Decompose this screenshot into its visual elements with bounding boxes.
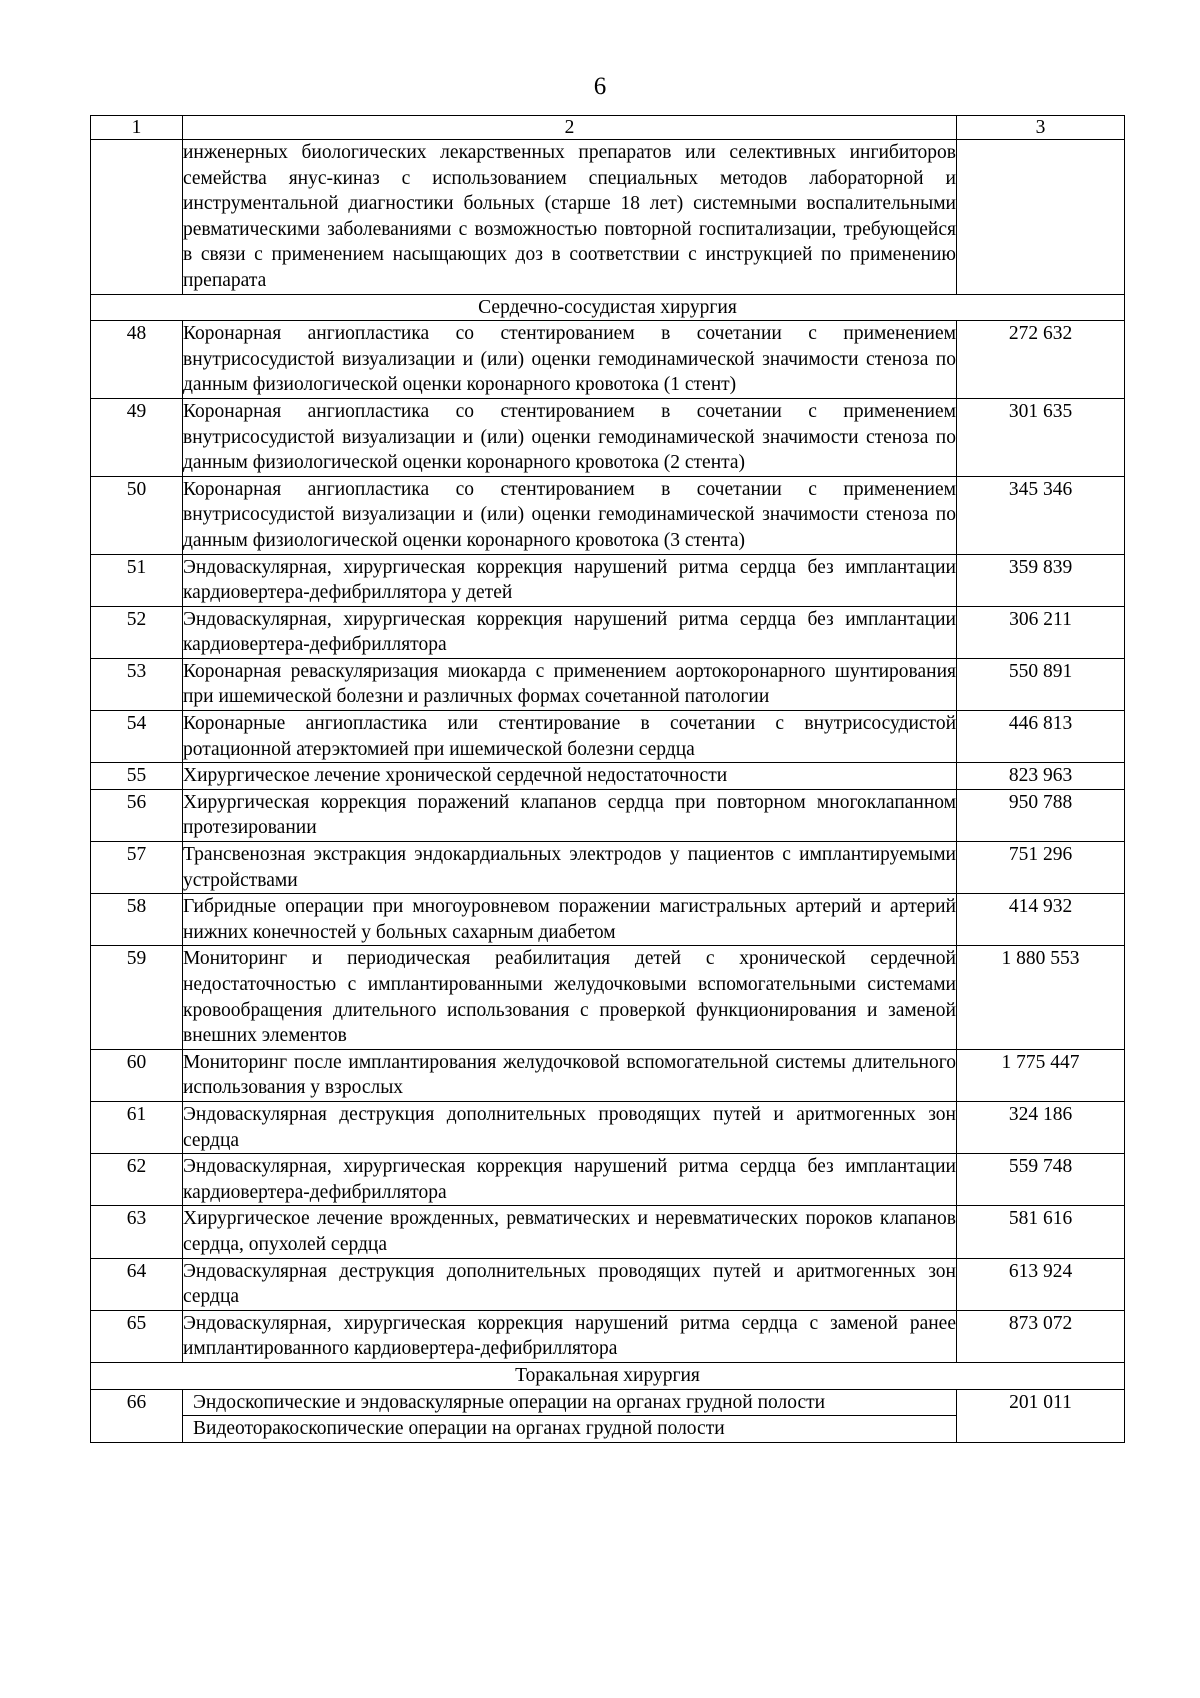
row-number: 51 (91, 554, 183, 606)
row-price: 751 296 (957, 842, 1125, 894)
row-description: Эндоваскулярная деструкция дополнительных проводящих путей и аритмогенных зон сердца (183, 1101, 957, 1153)
row-number: 48 (91, 321, 183, 399)
row-description: Коронарная реваскуляризация миокарда с применением аортокоронарного шунтирования при ишемической болезни и различных формах сочетанной патологии (183, 658, 957, 710)
row-price: 581 616 (957, 1206, 1125, 1258)
row-number: 50 (91, 476, 183, 554)
row-price: 1 880 553 (957, 946, 1125, 1049)
continuation-text: инженерных биологических лекарственных препаратов или селективных ингибиторов семейства янус-киназ с использованием специальных методов лабораторной и инструментальной диагностики больных (старше 18 лет) системными воспалительными ревматическими заболеваниями с возможностью повторной госпитализации, требующейся в связи с применением насыщающих доз в соответствии с инструкцией по применению препарата (183, 140, 957, 295)
row-price: 950 788 (957, 789, 1125, 841)
row-66-description-a: Эндоскопические и эндоваскулярные операции на органах грудной полости (183, 1390, 956, 1417)
section-row (91, 294, 1125, 321)
table-row (91, 789, 1125, 841)
row-description: Мониторинг после имплантирования желудочковой вспомогательной системы длительного использования у взрослых (183, 1049, 957, 1101)
row-description: Коронарная ангиопластика со стентированием в сочетании с применением внутрисосудистой визуализации и (или) оценки гемодинамической значимости стеноза по данным физиологической оценки коронарного кровотока (2 стента) (183, 398, 957, 476)
row-price: 306 211 (957, 606, 1125, 658)
table-row (91, 1154, 1125, 1206)
row-number: 49 (91, 398, 183, 476)
tariff-table (90, 115, 1125, 1443)
row-number: 56 (91, 789, 183, 841)
row-price: 873 072 (957, 1310, 1125, 1362)
row-description: Эндоваскулярная деструкция дополнительных проводящих путей и аритмогенных зон сердца (183, 1258, 957, 1310)
row-number: 65 (91, 1310, 183, 1362)
row-number: 54 (91, 711, 183, 763)
table-row (91, 321, 1125, 399)
row-description: Коронарная ангиопластика со стентированием в сочетании с применением внутрисосудистой визуализации и (или) оценки гемодинамической значимости стеноза по данным физиологической оценки коронарного кровотока (3 стента) (183, 476, 957, 554)
row-number: 58 (91, 894, 183, 946)
row-price: 272 632 (957, 321, 1125, 399)
row-description: Хирургическое лечение врожденных, ревматических и неревматических пороков клапанов сердца, опухолей сердца (183, 1206, 957, 1258)
table-body (91, 116, 1125, 1443)
row-description: Коронарная ангиопластика со стентированием в сочетании с применением внутрисосудистой визуализации и (или) оценки гемодинамической значимости стеноза по данным физиологической оценки коронарного кровотока (1 стент) (183, 321, 957, 399)
row-description: Эндоваскулярная, хирургическая коррекция нарушений ритма сердца без имплантации кардиовертера-дефибриллятора (183, 1154, 957, 1206)
row-price: 345 346 (957, 476, 1125, 554)
header-row (91, 116, 1125, 140)
page-number: 6 (593, 73, 607, 100)
section-row (91, 1362, 1125, 1389)
row-number: 62 (91, 1154, 183, 1206)
table-row (91, 1049, 1125, 1101)
table-row (91, 1258, 1125, 1310)
row-description: Мониторинг и периодическая реабилитация детей с хронической сердечной недостаточностью с имплантированными желудочковыми вспомогательными системами кровообращения длительного использования с проверкой функционирования и заменой внешних элементов (183, 946, 957, 1049)
row-price: 201 011 (957, 1389, 1125, 1442)
table-row (91, 554, 1125, 606)
row-price: 823 963 (957, 763, 1125, 790)
row-number: 57 (91, 842, 183, 894)
row-number: 52 (91, 606, 183, 658)
row-description: Трансвенозная экстракция эндокардиальных электродов у пациентов с имплантируемыми устройствами (183, 842, 957, 894)
row-number: 64 (91, 1258, 183, 1310)
table-row (91, 658, 1125, 710)
section-title-thoracic: Торакальная хирургия (91, 1362, 1125, 1389)
row-price: 414 932 (957, 894, 1125, 946)
row-price: 613 924 (957, 1258, 1125, 1310)
table-row (91, 1101, 1125, 1153)
column-header-2: 2 (183, 116, 957, 140)
table-row (91, 1310, 1125, 1362)
row-price: 301 635 (957, 398, 1125, 476)
row-price: 324 186 (957, 1101, 1125, 1153)
row-price: 359 839 (957, 554, 1125, 606)
table-row (91, 606, 1125, 658)
column-header-1: 1 (91, 116, 183, 140)
row-description: Коронарные ангиопластика или стентирование в сочетании с внутрисосудистой ротационной атерэктомией при ишемической болезни сердца (183, 711, 957, 763)
table-row (91, 711, 1125, 763)
row-number: 66 (91, 1389, 183, 1442)
row-price: 1 775 447 (957, 1049, 1125, 1101)
row-description: Хирургическая коррекция поражений клапанов сердца при повторном многоклапанном протезировании (183, 789, 957, 841)
row-description: Эндоваскулярная, хирургическая коррекция нарушений ритма сердца без имплантации кардиовертера-дефибриллятора (183, 606, 957, 658)
row-description: Хирургическое лечение хронической сердечной недостаточности (183, 763, 957, 790)
section-title-cardio: Сердечно-сосудистая хирургия (91, 294, 1125, 321)
table-row (91, 1206, 1125, 1258)
continuation-num-cell (91, 140, 183, 295)
table-row (91, 763, 1125, 790)
row-description: Эндоваскулярная, хирургическая коррекция нарушений ритма сердца с заменой ранее имплантированного кардиовертера-дефибриллятора (183, 1310, 957, 1362)
row-price: 550 891 (957, 658, 1125, 710)
column-header-3: 3 (957, 116, 1125, 140)
row-number: 55 (91, 763, 183, 790)
table-row (91, 894, 1125, 946)
table-row (91, 398, 1125, 476)
row-description: Эндоваскулярная, хирургическая коррекция нарушений ритма сердца без имплантации кардиовертера-дефибриллятора у детей (183, 554, 957, 606)
row-price: 446 813 (957, 711, 1125, 763)
row-66-description-cell (183, 1389, 957, 1442)
row-number: 61 (91, 1101, 183, 1153)
row-number: 53 (91, 658, 183, 710)
table-row (91, 476, 1125, 554)
row-number: 63 (91, 1206, 183, 1258)
table-row-66 (91, 1389, 1125, 1442)
row-66-description-b: Видеоторакоскопические операции на органах грудной полости (193, 1418, 725, 1440)
continuation-price-cell (957, 140, 1125, 295)
continuation-row (91, 140, 1125, 295)
row-description: Гибридные операции при многоуровневом поражении магистральных артерий и артерий нижних конечностей у больных сахарным диабетом (183, 894, 957, 946)
row-price: 559 748 (957, 1154, 1125, 1206)
table-row (91, 946, 1125, 1049)
table-row (91, 842, 1125, 894)
row-number: 60 (91, 1049, 183, 1101)
row-number: 59 (91, 946, 183, 1049)
